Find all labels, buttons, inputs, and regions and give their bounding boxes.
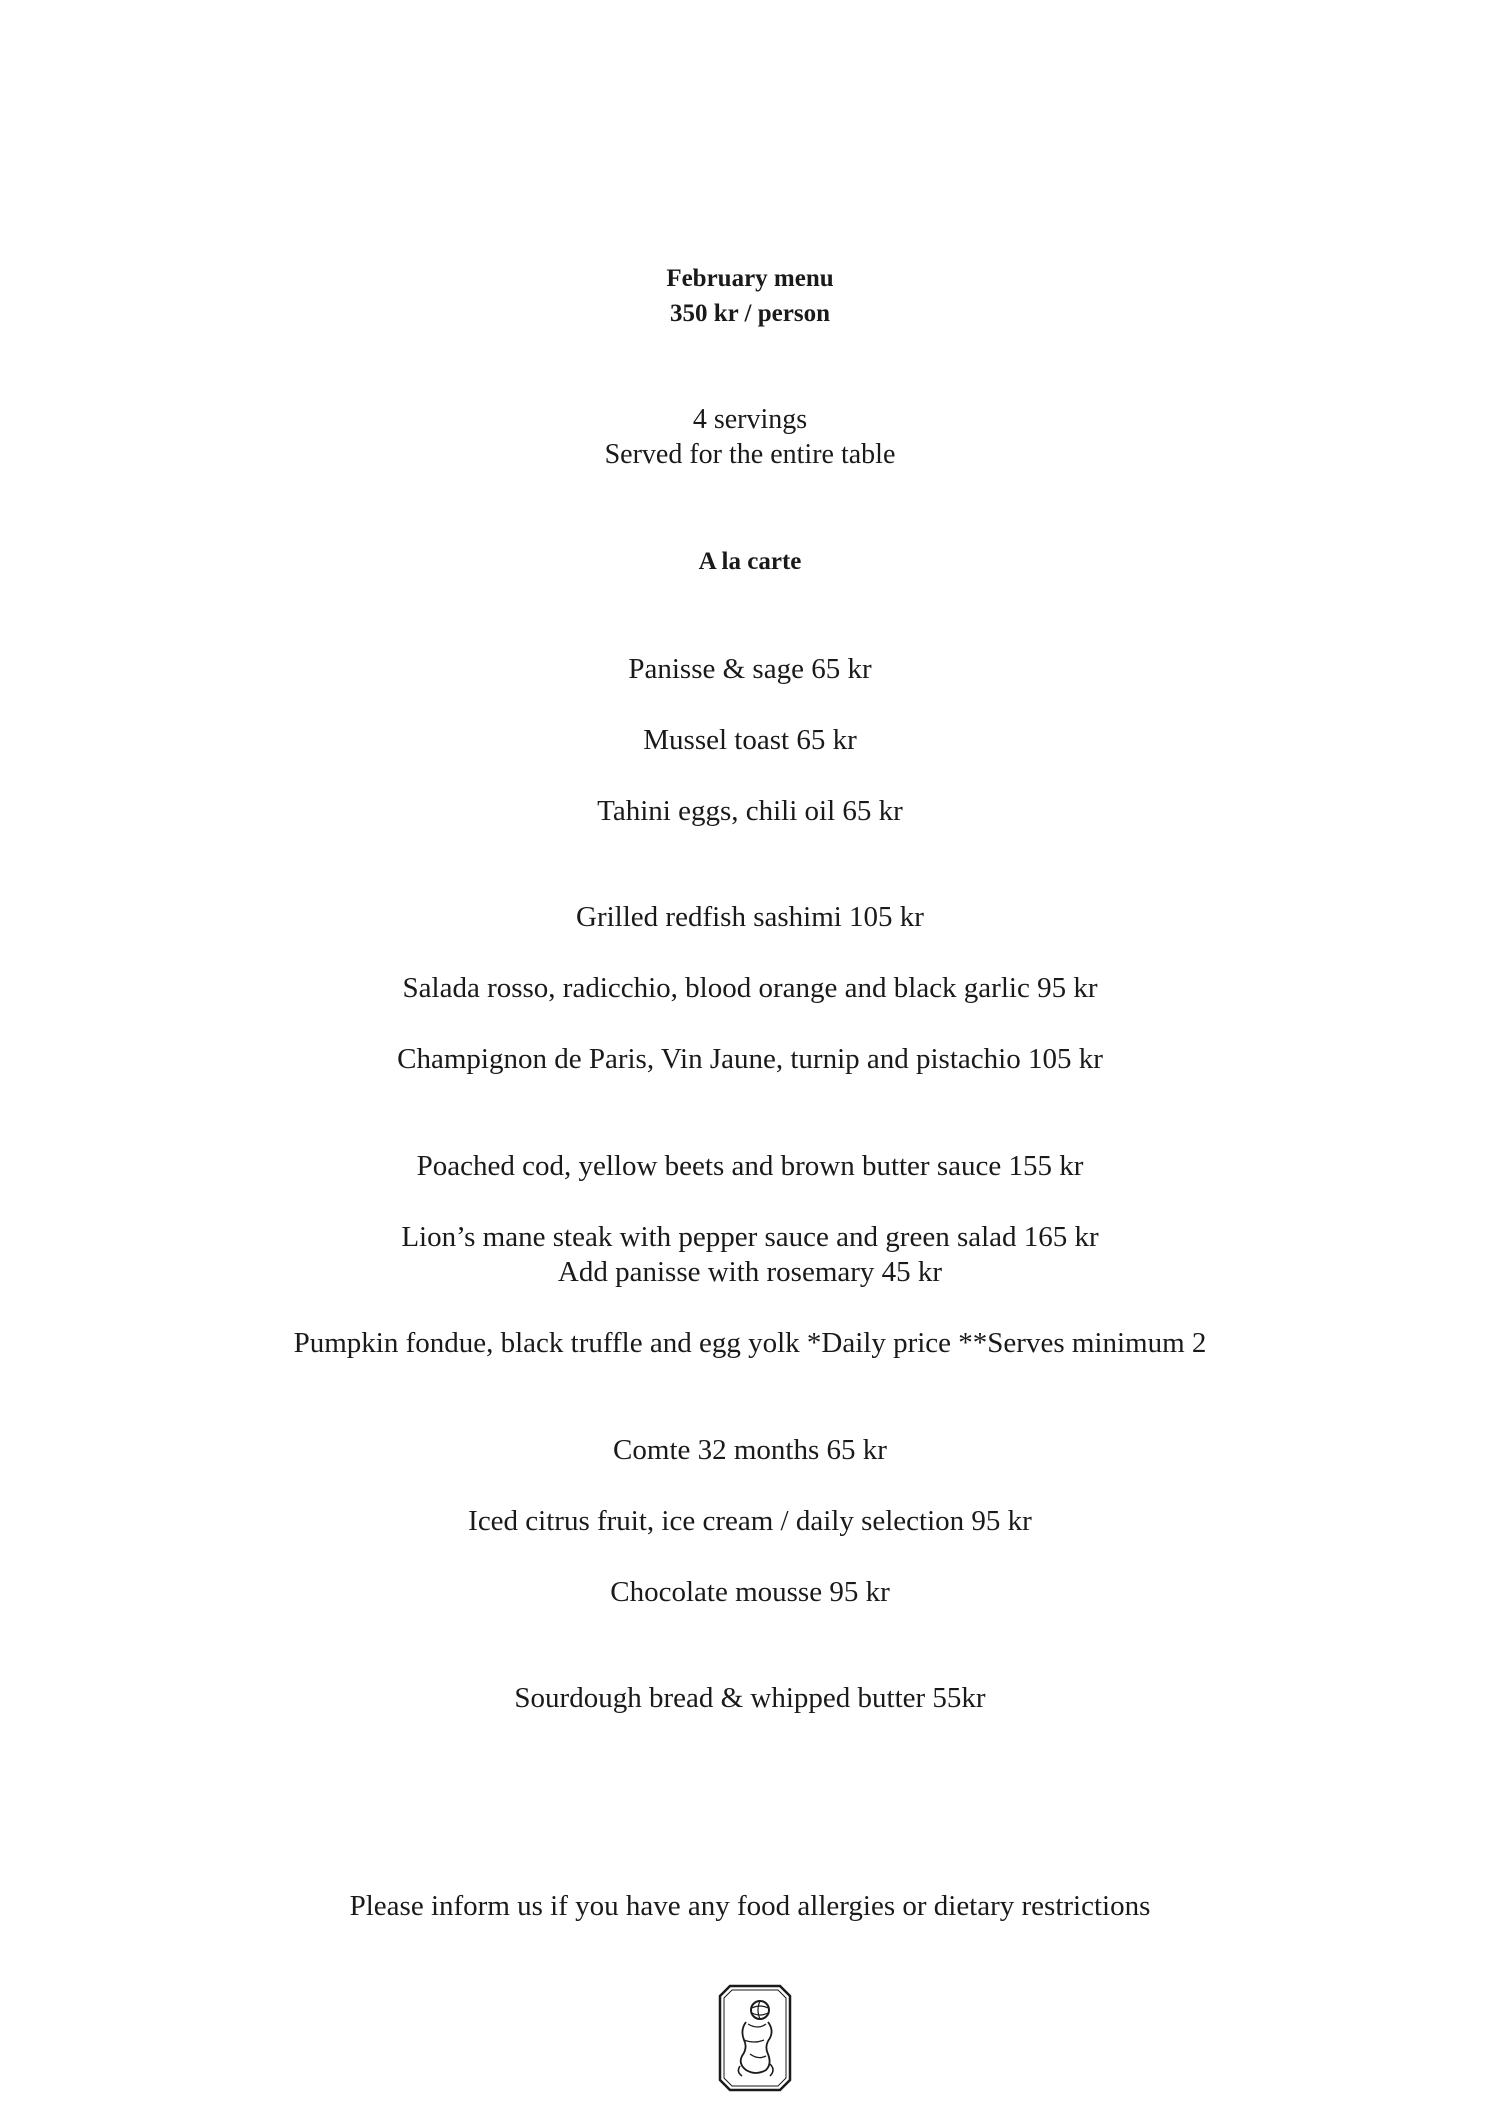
section-title: A la carte (698, 548, 802, 575)
menu-item: Sourdough bread & whipped butter 55kr (514, 1682, 986, 1714)
served-for-note: Served for the entire table (604, 439, 896, 470)
menu-item: Poached cod, yellow beets and brown butter sauce 155 kr (416, 1150, 1084, 1182)
menu-item: Salada rosso, radicchio, blood orange and black garlic 95 kr (402, 972, 1098, 1004)
menu-item: Lion’s mane steak with pepper sauce and green salad 165 kr (401, 1221, 1099, 1253)
menu-item-addon: Add panisse with rosemary 45 kr (557, 1256, 943, 1288)
menu-item: Chocolate mousse 95 kr (610, 1576, 890, 1608)
menu-item: Grilled redfish sashimi 105 kr (576, 901, 924, 933)
menu-item: Mussel toast 65 kr (643, 724, 857, 756)
menu-item: Panisse & sage 65 kr (628, 653, 872, 685)
allergy-note: Please inform us if you have any food allergies or dietary restrictions (349, 1890, 1151, 1922)
menu-item: Pumpkin fondue, black truffle and egg yolk *Daily price **Serves minimum 2 (293, 1327, 1207, 1359)
figure-emblem-icon (718, 1984, 792, 2092)
menu-item: Iced citrus fruit, ice cream / daily selection 95 kr (468, 1505, 1032, 1537)
menu-price: 350 kr / person (670, 300, 830, 327)
servings-count: 4 servings (692, 404, 808, 435)
menu-item: Comte 32 months 65 kr (613, 1434, 887, 1466)
menu-item: Tahini eggs, chili oil 65 kr (597, 795, 903, 827)
menu-item: Champignon de Paris, Vin Jaune, turnip and pistachio 105 kr (397, 1043, 1103, 1075)
menu-title: February menu (666, 265, 834, 292)
